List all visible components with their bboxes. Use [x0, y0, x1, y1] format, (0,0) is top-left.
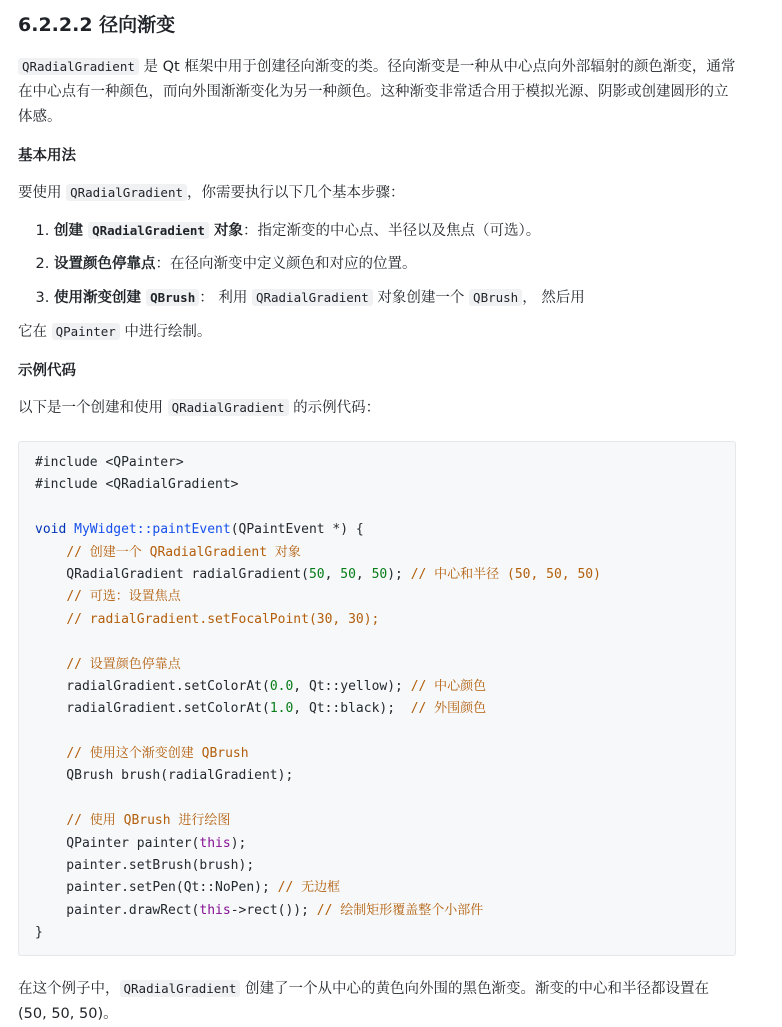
closing-text: 创建了一个从中心的黄色向外围的黑色渐变。渐变的中心和半径都设置在 (50, 50, 50)。 — [18, 980, 709, 1022]
code-line — [35, 564, 735, 586]
inline-code: QRadialGradient — [88, 222, 209, 239]
code-line — [35, 721, 735, 743]
code-line — [35, 765, 735, 787]
code-token — [35, 657, 66, 672]
step-bold: 使用渐变创建 QBrush — [54, 290, 199, 306]
code-token: , Qt::yellow); — [293, 678, 411, 694]
code-block[interactable] — [18, 441, 736, 956]
code-token: void — [35, 522, 67, 538]
lead-text: 的示例代码： — [288, 400, 381, 416]
intro-paragraph — [18, 54, 736, 130]
inline-code: QRadialGradient — [168, 399, 289, 416]
step-text: ：指定渐变的中心点、半径以及焦点（可选）。 — [243, 223, 541, 239]
code-token: painter.setBrush(brush); — [35, 858, 255, 874]
code-line — [35, 631, 735, 653]
code-token: MyWidget::paintEvent — [74, 522, 231, 538]
continuation-text: 中进行绘制。 — [119, 324, 212, 340]
code-line — [35, 922, 735, 944]
code-token — [35, 813, 66, 828]
code-token: // 无边框 — [277, 880, 341, 896]
code-token: painter.setPen(Qt::NoPen); — [35, 880, 278, 896]
example-heading: 示例代码 — [18, 363, 76, 379]
code-line — [35, 900, 735, 922]
code-token: -> — [230, 902, 247, 918]
code-token: // 创建一个 QRadialGradient 对象 — [66, 544, 301, 560]
lead-text: 以下是一个创建和使用 — [18, 400, 168, 416]
code-token — [66, 522, 74, 537]
inline-code: QBrush — [469, 289, 522, 306]
step-text: ， 然后用 — [522, 290, 585, 306]
inline-code: QRadialGradient — [252, 289, 373, 306]
code-token: // radialGradient.setFocalPoint(30, 30); — [66, 611, 380, 627]
code-line — [35, 586, 735, 608]
list-item — [54, 252, 736, 277]
code-token: // 中心颜色 — [410, 678, 487, 694]
code-line — [35, 497, 735, 519]
code-line — [35, 519, 735, 541]
closing-text: 在这个例子中， — [18, 980, 120, 997]
list-item — [54, 218, 736, 244]
basic-usage-lead — [18, 180, 736, 206]
lead-text: 要使用 — [18, 185, 67, 201]
code-line — [35, 877, 735, 899]
code-token: , — [324, 566, 341, 582]
code-token: , — [355, 566, 372, 582]
code-token: this — [199, 835, 231, 851]
code-line — [35, 676, 735, 698]
code-token: // 使用这个渐变创建 QBrush — [66, 746, 249, 762]
inline-code: QBrush — [146, 289, 199, 306]
code-line — [35, 452, 735, 474]
code-token: // 可选：设置焦点 — [66, 589, 181, 605]
example-lead — [18, 395, 736, 421]
basic-usage-heading: 基本用法 — [18, 148, 76, 164]
lead-text: ，你需要执行以下几个基本步骤： — [187, 185, 405, 201]
code-token: // 外围颜色 — [410, 701, 487, 717]
code-token — [35, 612, 66, 627]
inline-code: QRadialGradient — [66, 184, 187, 201]
step-bold: 创建 QRadialGradient 对象 — [54, 223, 244, 239]
code-token: #include <QRadialGradient> — [35, 477, 239, 493]
code-token: #include <QPainter> — [35, 455, 184, 470]
continuation-text: 它在 — [18, 324, 52, 340]
code-token: // 使用 QBrush 进行绘图 — [66, 813, 231, 829]
code-line — [35, 698, 735, 720]
steps-list — [18, 218, 736, 311]
step-bold: 设置颜色停靠点 — [54, 256, 156, 272]
continuation-paragraph — [18, 319, 736, 345]
code-token: radialGradient.setColorAt( — [35, 701, 270, 717]
code-token: painter.drawRect( — [35, 902, 200, 918]
code-token: radialGradient.setColorAt( — [35, 678, 270, 694]
inline-code: QPainter — [52, 323, 120, 340]
code-token: // 设置颜色停靠点 — [66, 656, 181, 672]
code-token — [35, 589, 66, 604]
code-token: ); — [387, 566, 411, 582]
code-token: 0.0 — [269, 678, 294, 694]
inline-code: QRadialGradient — [18, 58, 139, 75]
code-line — [35, 855, 735, 877]
code-token: 50 — [340, 566, 356, 582]
code-token: // 绘制矩形覆盖整个小部件 — [316, 902, 484, 918]
code-token: rect — [246, 902, 278, 918]
step-text: 对象创建一个 — [372, 290, 470, 306]
code-token — [35, 746, 66, 761]
code-token: 50 — [308, 566, 325, 582]
code-token: QBrush brush(radialGradient); — [35, 768, 294, 784]
code-token: (QPaintEvent *) { — [230, 522, 364, 538]
code-line — [35, 833, 735, 855]
section-heading: 6.2.2.2 径向渐变 — [18, 14, 176, 36]
list-item — [54, 285, 736, 311]
inline-code: QRadialGradient — [120, 980, 241, 997]
code-line — [35, 743, 735, 765]
code-token: 1.0 — [269, 701, 294, 717]
intro-text: 是 Qt 框架中用于创建径向渐变的类。径向渐变是一种从中心点向外部辐射的颜色渐变，通常在中心点有一种颜色，而向外围渐渐变化为另一种颜色。这种渐变非常适合用于模拟光源、阴影或创建圆形的立体感。 — [18, 59, 736, 125]
code-token: this — [199, 902, 231, 918]
code-line — [35, 810, 735, 832]
code-line — [35, 609, 735, 631]
code-line — [35, 542, 735, 564]
code-line — [35, 654, 735, 676]
code-token: } — [35, 925, 43, 941]
code-line — [35, 788, 735, 810]
code-line — [35, 474, 735, 496]
code-token — [35, 545, 66, 560]
code-token: , Qt::black); — [293, 701, 411, 717]
code-token: 50 — [371, 566, 388, 582]
closing-paragraph — [18, 976, 736, 1027]
code-token: QRadialGradient radialGradient( — [35, 566, 309, 582]
code-token: // 中心和半径 (50, 50, 50) — [410, 566, 601, 582]
step-text: ：在径向渐变中定义颜色和对应的位置。 — [155, 256, 417, 272]
code-token: ); — [230, 835, 247, 851]
code-token: ()); — [277, 902, 317, 918]
code-token: QPainter painter( — [35, 835, 200, 851]
step-text: ： 利用 — [199, 290, 252, 306]
